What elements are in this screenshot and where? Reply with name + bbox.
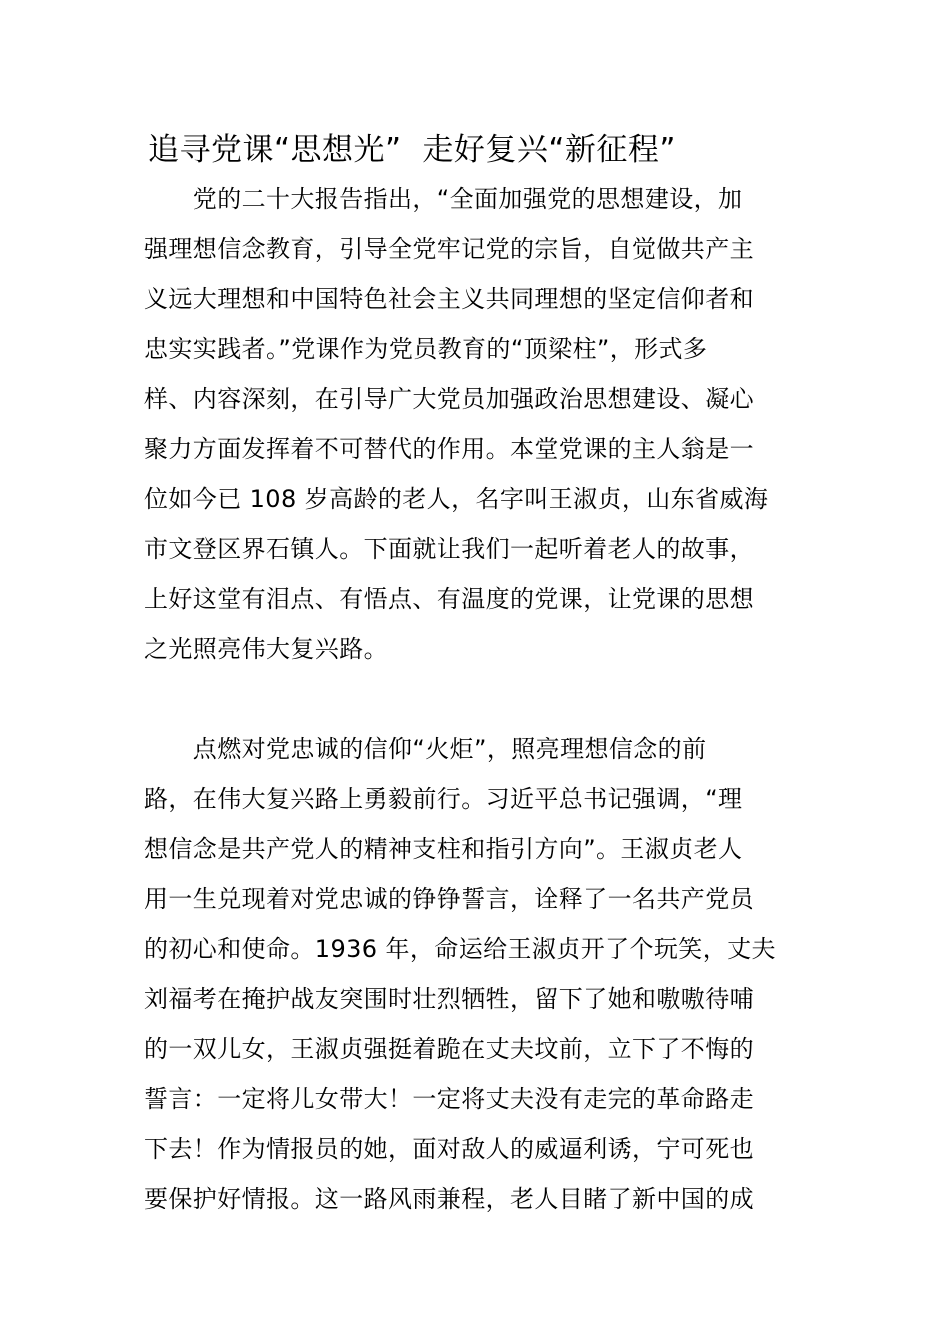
- body-line-2: 强理想信念教育，引导全党牢记党的宗旨，自觉做共产主: [144, 235, 754, 263]
- body-line-10: 之光照亮伟大复兴路。: [144, 635, 388, 663]
- body-line-15: 的初心和使命。1936 年，命运给王淑贞开了个玩笑，丈夫: [144, 935, 776, 963]
- body-line-13: 想信念是共产党人的精神支柱和指引方向”。王淑贞老人: [144, 835, 743, 863]
- document-title: 追寻党课“思想光” 走好复兴“新征程”: [148, 132, 676, 168]
- body-line-17: 的一双儿女，王淑贞强挺着跪在丈夫坟前，立下了不悔的: [144, 1035, 754, 1063]
- body-line-7: 位如今已 108 岁高龄的老人，名字叫王淑贞，山东省威海: [144, 485, 769, 513]
- body-line-1: 党的二十大报告指出，“全面加强党的思想建设，加: [144, 185, 743, 213]
- body-line-8: 市文登区界石镇人。下面就让我们一起听着老人的故事，: [144, 535, 754, 563]
- body-line-19: 下去！作为情报员的她，面对敌人的威逼利诱，宁可死也: [144, 1135, 754, 1163]
- body-line-3: 义远大理想和中国特色社会主义共同理想的坚定信仰者和: [144, 285, 754, 313]
- body-line-11: 点燃对党忠诚的信仰“火炬”，照亮理想信念的前: [144, 735, 707, 763]
- body-line-6: 聚力方面发挥着不可替代的作用。本堂党课的主人翁是一: [144, 435, 754, 463]
- body-line-14: 用一生兑现着对党忠诚的铮铮誓言，诠释了一名共产党员: [144, 885, 754, 913]
- body-line-18: 誓言：一定将儿女带大！一定将丈夫没有走完的革命路走: [144, 1085, 754, 1113]
- body-line-9: 上好这堂有泪点、有悟点、有温度的党课，让党课的思想: [144, 585, 754, 613]
- body-line-5: 样、内容深刻，在引导广大党员加强政治思想建设、凝心: [144, 385, 754, 413]
- body-line-12: 路，在伟大复兴路上勇毅前行。习近平总书记强调，“理: [144, 785, 743, 813]
- body-line-20: 要保护好情报。这一路风雨兼程，老人目睹了新中国的成: [144, 1185, 754, 1213]
- body-line-4: 忠实实践者。”党课作为党员教育的“顶梁柱”，形式多: [144, 335, 708, 363]
- body-line-16: 刘福考在掩护战友突围时壮烈牺牲，留下了她和嗷嗷待哺: [144, 985, 754, 1013]
